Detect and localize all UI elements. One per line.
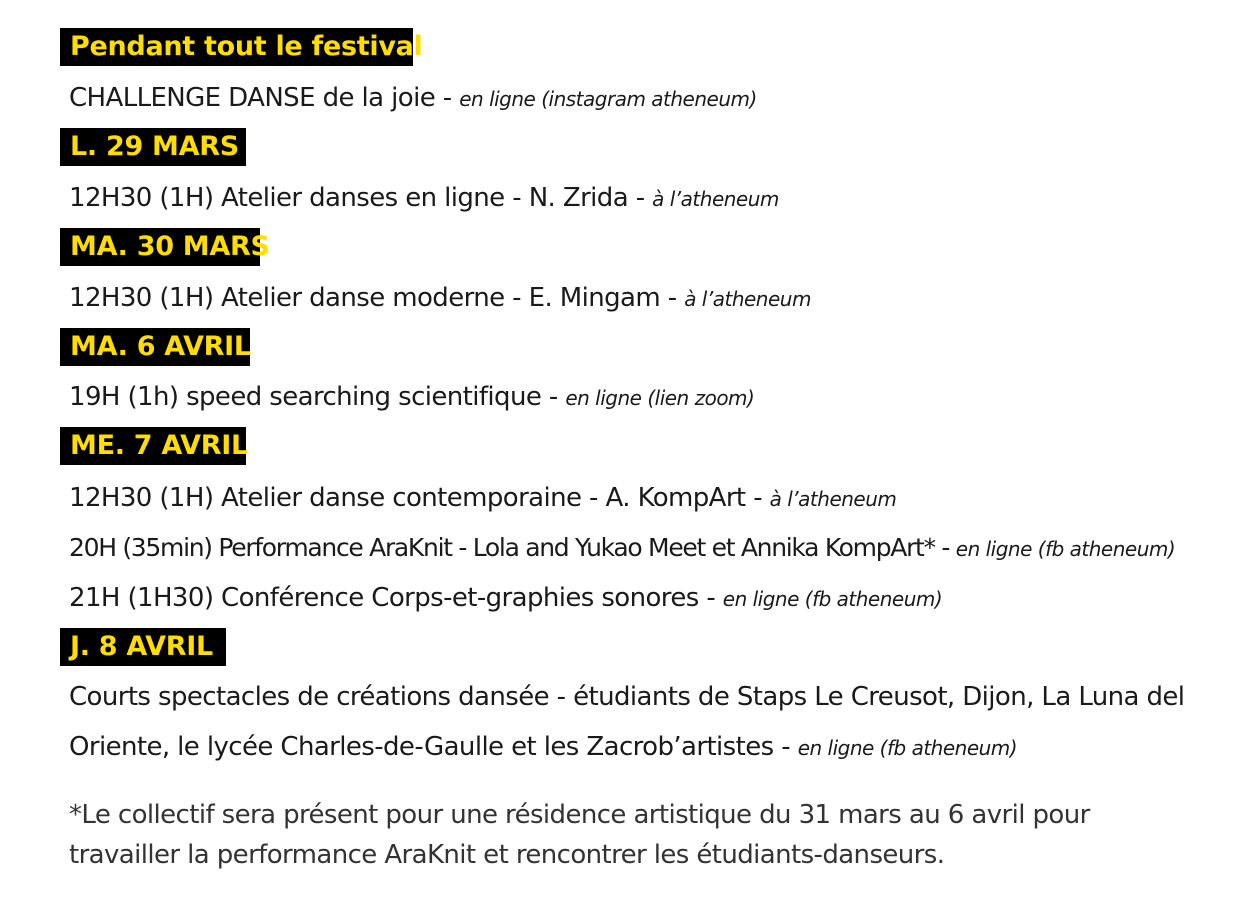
event-title: 21H (1H30) Conférence Corps-et-graphies sonores - (69, 583, 723, 613)
event-line (69, 181, 779, 216)
day-header-ma-6-avril: MA. 6 AVRIL (60, 328, 250, 366)
event-line (69, 481, 896, 516)
day-header-me-7-avril: ME. 7 AVRIL (60, 427, 246, 465)
event-title: 12H30 (1H) Atelier danse moderne - E. Mingam - (69, 283, 685, 313)
event-line (69, 281, 811, 316)
event-line (69, 81, 757, 116)
event-line (69, 380, 754, 415)
day-header-l-29-mars: L. 29 MARS (60, 128, 246, 166)
event-title: CHALLENGE DANSE de la joie - (69, 83, 460, 113)
day-header-j-8-avril: J. 8 AVRIL (60, 628, 226, 666)
event-location: à l’atheneum (769, 487, 897, 511)
event-location: à l’atheneum (684, 287, 811, 311)
event-location: en ligne (fb atheneum) (797, 736, 1018, 760)
event-location: en ligne (lien zoom) (565, 386, 755, 410)
event-title: 19H (1h) speed searching scientifique - (69, 382, 566, 412)
day-header-ma-30-mars: MA. 30 MARS (60, 228, 260, 266)
event-paragraph (69, 672, 1189, 773)
event-line (69, 531, 1175, 566)
event-title: Courts spectacles de créations dansée - étudiants de Staps Le Creusot, Dijon, La Luna del Oriente, le lycée Charles-de-Gaulle et les Zacrob’artistes - (69, 682, 1185, 762)
event-location: à l’atheneum (652, 187, 779, 211)
event-location: en ligne (fb atheneum) (722, 587, 943, 611)
event-title: 20H (35min) Performance AraKnit - Lola and Yukao Meet et Annika KompArt* - (69, 533, 956, 562)
footnote: *Le collectif sera présent pour une résidence artistique du 31 mars au 6 avril pour travailler la performance AraKnit et rencontrer les étudiants-danseurs. (69, 800, 1090, 870)
event-location: en ligne (fb atheneum) (955, 537, 1176, 561)
event-title: 12H30 (1H) Atelier danse contemporaine - A. KompArt - (69, 483, 770, 513)
day-header-festival: Pendant tout le festival (60, 28, 413, 66)
event-location: en ligne (instagram atheneum) (459, 87, 757, 111)
event-line (69, 581, 942, 616)
event-title: 12H30 (1H) Atelier danses en ligne - N. Zrida - (69, 183, 653, 213)
